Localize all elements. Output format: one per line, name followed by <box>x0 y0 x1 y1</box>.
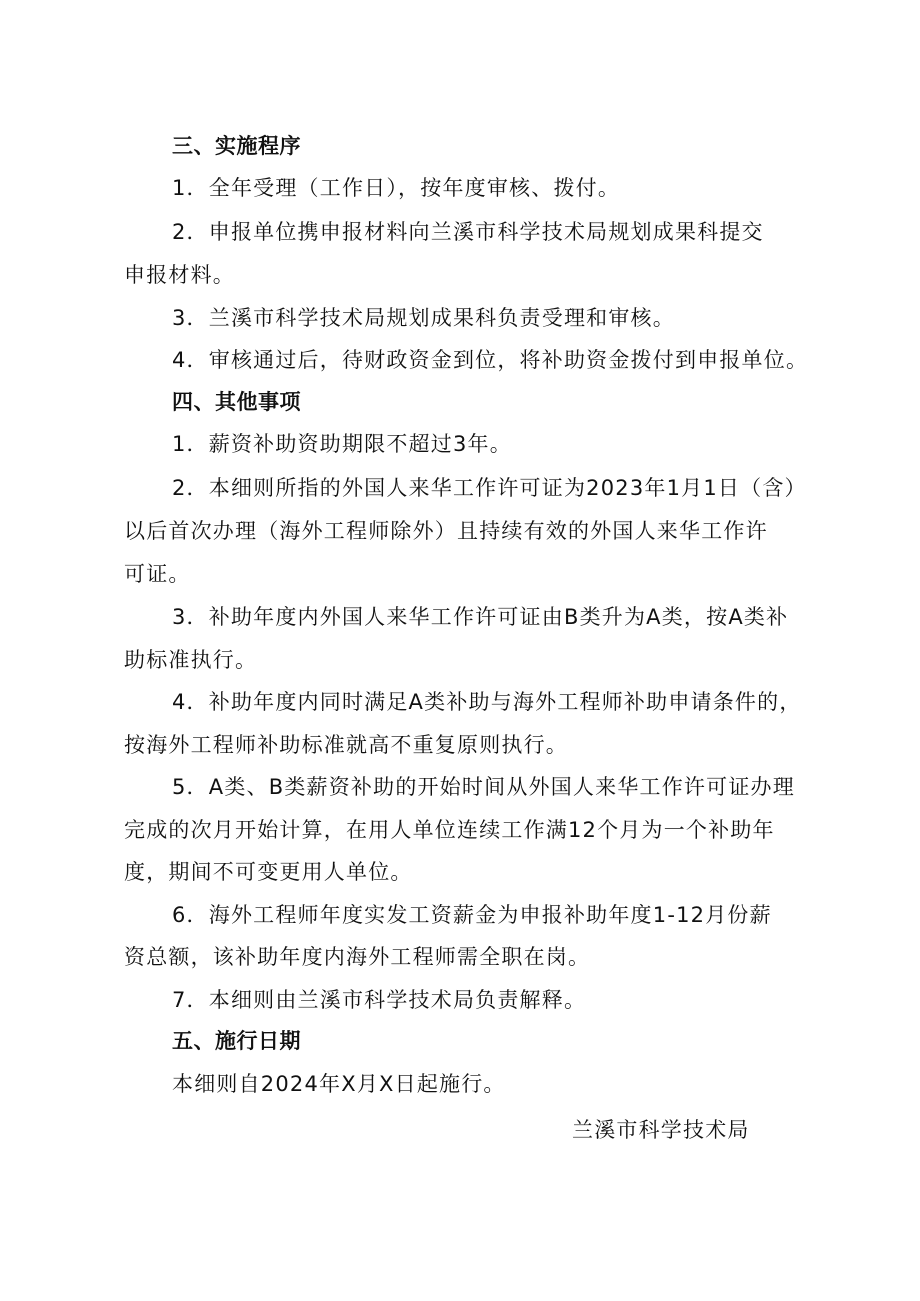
paragraph-line: 以后首次办理（海外工程师除外）且持续有效的外国人来华工作许 <box>124 519 768 543</box>
paragraph-line: 6．海外工程师年度实发工资薪金为申报补助年度1-12月份薪 <box>172 903 772 927</box>
section-heading-effective-date: 五、施行日期 <box>172 1029 301 1053</box>
paragraph-line: 完成的次月开始计算，在用人单位连续工作满12个月为一个补助年 <box>124 818 775 842</box>
paragraph-line: 本细则自2024年X月X日起施行。 <box>172 1072 506 1096</box>
section-heading-other-matters: 四、其他事项 <box>172 390 301 414</box>
issuer-signature: 兰溪市科学技术局 <box>572 1118 750 1142</box>
paragraph-line: 3．兰溪市科学技术局规划成果科负责受理和审核。 <box>172 306 675 330</box>
paragraph-line: 2．申报单位携申报材料向兰溪市科学技术局规划成果科提交 <box>172 220 764 244</box>
paragraph-line: 5．A类、B类薪资补助的开始时间从外国人来华工作许可证办理 <box>172 775 795 799</box>
paragraph-line: 助标准执行。 <box>124 648 258 672</box>
section-heading-implementation: 三、实施程序 <box>172 134 301 158</box>
paragraph-line: 2．本细则所指的外国人来华工作许可证为2023年1月1日（含） <box>172 476 807 500</box>
paragraph-line: 申报材料。 <box>124 263 235 287</box>
paragraph-line: 1．全年受理（工作日），按年度审核、拨付。 <box>172 176 621 200</box>
paragraph-line: 7．本细则由兰溪市科学技术局负责解释。 <box>172 988 587 1012</box>
paragraph-line: 1．薪资补助资助期限不超过3年。 <box>172 432 512 456</box>
paragraph-line: 可证。 <box>124 562 191 586</box>
paragraph-line: 度，期间不可变更用人单位。 <box>124 860 413 884</box>
paragraph-line: 4．补助年度内同时满足A类补助与海外工程师补助申请条件的， <box>172 690 802 714</box>
paragraph-line: 按海外工程师补助标准就高不重复原则执行。 <box>124 733 568 757</box>
paragraph-line: 4．审核通过后，待财政资金到位，将补助资金拨付到申报单位。 <box>172 348 809 372</box>
paragraph-line: 资总额，该补助年度内海外工程师需全职在岗。 <box>124 945 591 969</box>
paragraph-line: 3．补助年度内外国人来华工作许可证由B类升为A类，按A类补 <box>172 605 789 629</box>
